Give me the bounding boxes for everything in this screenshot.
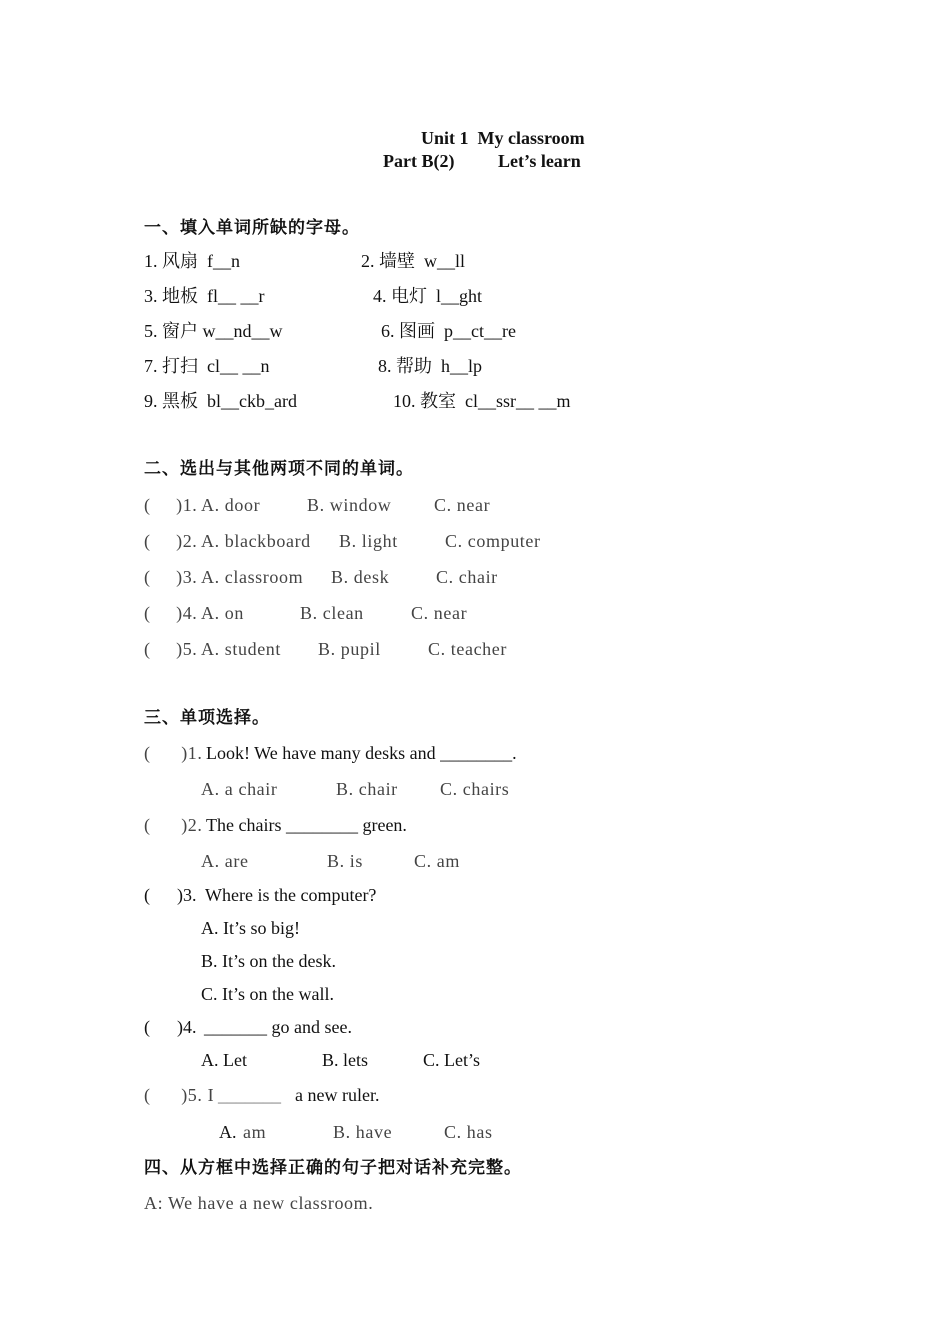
answer-blank: _______ bbox=[218, 1085, 281, 1105]
question-number: ( )1. bbox=[144, 495, 198, 515]
question-number: ( )5. I bbox=[144, 1085, 215, 1105]
option-c: C. has bbox=[444, 1122, 493, 1142]
question-text: The chairs ________ green. bbox=[206, 815, 407, 835]
title-part: Part B(2) bbox=[383, 151, 455, 171]
option-a: A. Let bbox=[201, 1050, 247, 1070]
option-c: C. Let’s bbox=[423, 1050, 480, 1070]
question-number: ( )3. bbox=[144, 885, 197, 905]
question-number: ( )3. bbox=[144, 567, 198, 587]
question-text: _______ go and see. bbox=[204, 1017, 352, 1037]
option-a: A. blackboard bbox=[201, 531, 311, 551]
option-a: am bbox=[243, 1122, 267, 1142]
fill-item: 3. 地板 fl__ __r bbox=[144, 286, 265, 306]
fill-item: 9. 黑板 bl__ckb_ard bbox=[144, 391, 297, 411]
fill-item: 6. 图画 p__ct__re bbox=[381, 321, 516, 341]
option-c: C. am bbox=[414, 851, 460, 871]
option-a-letter: A. bbox=[219, 1122, 237, 1142]
option-c: C. computer bbox=[445, 531, 541, 551]
option-b: B. window bbox=[307, 495, 392, 515]
option-b: B. light bbox=[339, 531, 398, 551]
question-number: ( )2. bbox=[144, 815, 203, 835]
fill-item: 1. 风扇 f__n bbox=[144, 251, 240, 271]
title-unit: Unit 1 My classroom bbox=[421, 128, 585, 148]
option-b: B. is bbox=[327, 851, 364, 871]
question-number: ( )1. bbox=[144, 743, 203, 763]
option-c: C. chairs bbox=[440, 779, 510, 799]
question-text: a new ruler. bbox=[295, 1085, 380, 1105]
question-number: ( )2. bbox=[144, 531, 198, 551]
option-a: A. classroom bbox=[201, 567, 304, 587]
option-b: B. lets bbox=[322, 1050, 369, 1070]
section1-heading: 一、填入单词所缺的字母。 bbox=[144, 218, 360, 238]
option-b: B. desk bbox=[331, 567, 390, 587]
option-b: B. have bbox=[333, 1122, 393, 1142]
fill-item: 10. 教室 cl__ssr__ __m bbox=[393, 391, 571, 411]
fill-item: 7. 打扫 cl__ __n bbox=[144, 356, 270, 376]
option-c: C. near bbox=[411, 603, 468, 623]
fill-item: 5. 窗户 w__nd__w bbox=[144, 321, 283, 341]
section3-heading: 三、单项选择。 bbox=[144, 708, 270, 728]
option-a: A. a chair bbox=[201, 779, 278, 799]
title-lets-learn: Let’s learn bbox=[498, 151, 581, 171]
question-number: ( )4. bbox=[144, 603, 198, 623]
fill-item: 4. 电灯 l__ght bbox=[373, 286, 483, 306]
option-b: B. pupil bbox=[318, 639, 381, 659]
section4-heading: 四、从方框中选择正确的句子把对话补充完整。 bbox=[144, 1158, 522, 1178]
option-a: A. door bbox=[201, 495, 261, 515]
section2-heading: 二、选出与其他两项不同的单词。 bbox=[144, 459, 414, 479]
question-text: Where is the computer? bbox=[205, 885, 377, 905]
option-b: B. It’s on the desk. bbox=[201, 951, 336, 971]
option-b: B. clean bbox=[300, 603, 364, 623]
option-a: A. It’s so big! bbox=[201, 918, 300, 938]
option-a: A. student bbox=[201, 639, 281, 659]
option-a: A. on bbox=[201, 603, 244, 623]
option-c: C. It’s on the wall. bbox=[201, 984, 334, 1004]
fill-item: 8. 帮助 h__lp bbox=[378, 356, 483, 376]
option-a: A. are bbox=[201, 851, 249, 871]
option-c: C. near bbox=[434, 495, 491, 515]
option-c: C. chair bbox=[436, 567, 498, 587]
option-b: B. chair bbox=[336, 779, 398, 799]
question-number: ( )5. bbox=[144, 639, 198, 659]
question-number: ( )4. bbox=[144, 1017, 197, 1037]
fill-item: 2. 墙壁 w__ll bbox=[361, 251, 466, 271]
option-c: C. teacher bbox=[428, 639, 507, 659]
dialogue-line: A: We have a new classroom. bbox=[144, 1193, 374, 1213]
question-text: Look! We have many desks and ________. bbox=[206, 743, 517, 763]
